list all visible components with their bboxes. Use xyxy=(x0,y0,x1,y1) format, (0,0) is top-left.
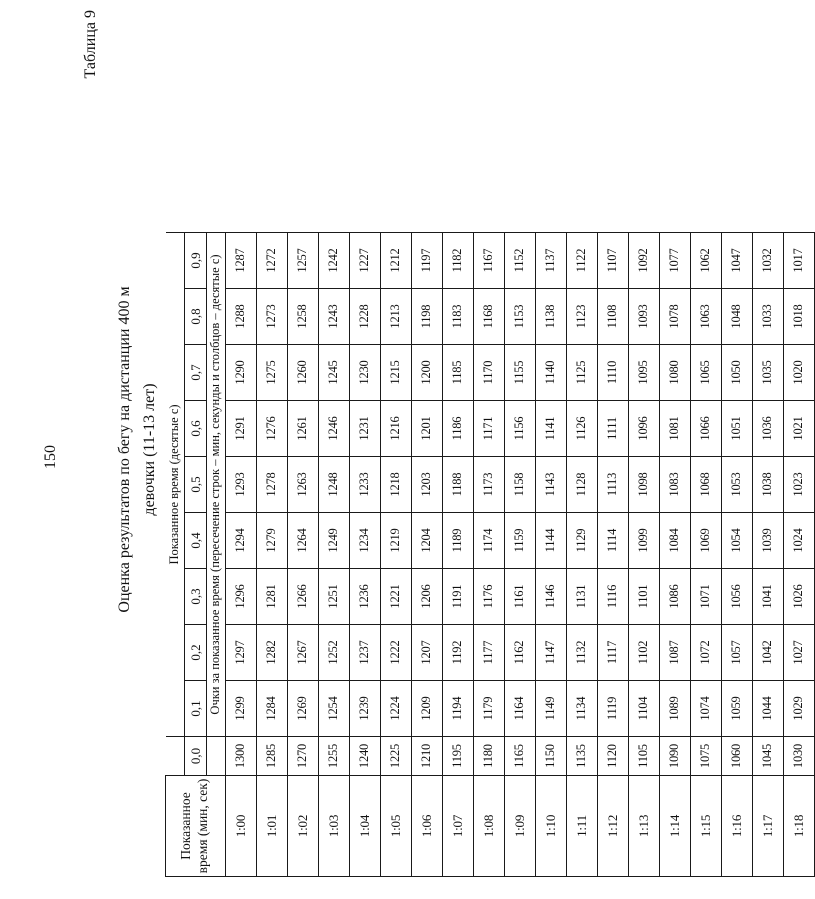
points-cell: 1050 xyxy=(721,345,752,401)
points-cell: 1255 xyxy=(318,737,349,776)
time-cell: 1:08 xyxy=(473,776,504,877)
points-cell: 1176 xyxy=(473,569,504,625)
points-cell: 1062 xyxy=(690,233,721,289)
points-cell: 1228 xyxy=(349,289,380,345)
points-cell: 1275 xyxy=(256,345,287,401)
points-cell: 1143 xyxy=(535,457,566,513)
table-row xyxy=(783,233,814,877)
points-cell: 1269 xyxy=(287,681,318,737)
points-cell: 1081 xyxy=(659,401,690,457)
points-cell: 1209 xyxy=(411,681,442,737)
points-cell: 1296 xyxy=(225,569,256,625)
points-cell: 1125 xyxy=(566,345,597,401)
points-cell: 1122 xyxy=(566,233,597,289)
points-cell: 1089 xyxy=(659,681,690,737)
points-cell: 1264 xyxy=(287,513,318,569)
table-row xyxy=(535,233,566,877)
points-cell: 1113 xyxy=(597,457,628,513)
time-cell: 1:06 xyxy=(411,776,442,877)
points-cell: 1200 xyxy=(411,345,442,401)
points-cell: 1179 xyxy=(473,681,504,737)
points-cell: 1102 xyxy=(628,625,659,681)
points-cell: 1183 xyxy=(442,289,473,345)
points-cell: 1077 xyxy=(659,233,690,289)
points-cell: 1272 xyxy=(256,233,287,289)
points-cell: 1036 xyxy=(752,401,783,457)
points-cell: 1138 xyxy=(535,289,566,345)
points-cell: 1092 xyxy=(628,233,659,289)
points-note: Очки за показанное время (пересечение строк – мин, секунды и столбцов – десятые с) xyxy=(206,233,225,737)
points-cell: 1039 xyxy=(752,513,783,569)
points-cell: 1254 xyxy=(318,681,349,737)
points-cell: 1146 xyxy=(535,569,566,625)
points-cell: 1285 xyxy=(256,737,287,776)
table-row xyxy=(380,233,411,877)
points-cell: 1267 xyxy=(287,625,318,681)
points-cell: 1287 xyxy=(225,233,256,289)
points-cell: 1090 xyxy=(659,737,690,776)
points-cell: 1288 xyxy=(225,289,256,345)
time-cell: 1:10 xyxy=(535,776,566,877)
points-cell: 1236 xyxy=(349,569,380,625)
points-cell: 1060 xyxy=(721,737,752,776)
points-cell: 1059 xyxy=(721,681,752,737)
points-cell: 1252 xyxy=(318,625,349,681)
tenths-column-header: 0,5 xyxy=(184,457,206,513)
points-cell: 1098 xyxy=(628,457,659,513)
points-cell: 1299 xyxy=(225,681,256,737)
time-cell: 1:05 xyxy=(380,776,411,877)
points-cell: 1018 xyxy=(783,289,814,345)
points-cell: 1119 xyxy=(597,681,628,737)
points-cell: 1023 xyxy=(783,457,814,513)
points-cell: 1203 xyxy=(411,457,442,513)
table-row xyxy=(690,233,721,877)
points-cell: 1042 xyxy=(752,625,783,681)
table-body xyxy=(225,233,814,877)
points-cell: 1095 xyxy=(628,345,659,401)
points-cell: 1048 xyxy=(721,289,752,345)
points-cell: 1191 xyxy=(442,569,473,625)
points-cell: 1053 xyxy=(721,457,752,513)
table-row xyxy=(318,233,349,877)
points-cell: 1251 xyxy=(318,569,349,625)
tenths-header: Показанное время (десятые с) xyxy=(166,233,185,737)
points-cell: 1186 xyxy=(442,401,473,457)
points-cell: 1162 xyxy=(504,625,535,681)
points-cell: 1245 xyxy=(318,345,349,401)
points-cell: 1159 xyxy=(504,513,535,569)
points-cell: 1161 xyxy=(504,569,535,625)
points-cell: 1293 xyxy=(225,457,256,513)
tenths-column-header: 0,7 xyxy=(184,345,206,401)
points-cell: 1270 xyxy=(287,737,318,776)
tenths-column-header: 0,3 xyxy=(184,569,206,625)
points-cell: 1120 xyxy=(597,737,628,776)
points-cell: 1273 xyxy=(256,289,287,345)
points-cell: 1230 xyxy=(349,345,380,401)
points-cell: 1221 xyxy=(380,569,411,625)
points-cell: 1117 xyxy=(597,625,628,681)
table-row xyxy=(504,233,535,877)
points-cell: 1071 xyxy=(690,569,721,625)
points-cell: 1021 xyxy=(783,401,814,457)
tenths-column-header: 0,2 xyxy=(184,625,206,681)
points-cell: 1210 xyxy=(411,737,442,776)
points-cell: 1212 xyxy=(380,233,411,289)
score-table xyxy=(165,232,815,877)
points-cell: 1057 xyxy=(721,625,752,681)
points-cell: 1215 xyxy=(380,345,411,401)
points-cell: 1222 xyxy=(380,625,411,681)
points-cell: 1204 xyxy=(411,513,442,569)
points-cell: 1225 xyxy=(380,737,411,776)
points-cell: 1233 xyxy=(349,457,380,513)
points-cell: 1074 xyxy=(690,681,721,737)
table-row xyxy=(349,233,380,877)
points-cell: 1149 xyxy=(535,681,566,737)
table-subtitle: девочки (11-13 лет) xyxy=(141,383,158,516)
points-cell: 1197 xyxy=(411,233,442,289)
points-cell: 1281 xyxy=(256,569,287,625)
points-cell: 1167 xyxy=(473,233,504,289)
points-cell: 1260 xyxy=(287,345,318,401)
tenths-column-header: 0,8 xyxy=(184,289,206,345)
points-cell: 1086 xyxy=(659,569,690,625)
time-cell: 1:11 xyxy=(566,776,597,877)
table-label: Таблица 9 xyxy=(82,10,99,79)
points-cell: 1123 xyxy=(566,289,597,345)
points-cell: 1144 xyxy=(535,513,566,569)
points-cell: 1075 xyxy=(690,737,721,776)
points-cell: 1207 xyxy=(411,625,442,681)
points-cell: 1201 xyxy=(411,401,442,457)
points-cell: 1243 xyxy=(318,289,349,345)
points-cell: 1182 xyxy=(442,233,473,289)
tenths-column-header: 0,9 xyxy=(184,233,206,289)
points-cell: 1276 xyxy=(256,401,287,457)
points-cell: 1128 xyxy=(566,457,597,513)
header-spacer xyxy=(166,737,185,776)
table-row xyxy=(721,233,752,877)
points-cell: 1240 xyxy=(349,737,380,776)
points-cell: 1249 xyxy=(318,513,349,569)
points-cell: 1132 xyxy=(566,625,597,681)
points-cell: 1248 xyxy=(318,457,349,513)
points-cell: 1054 xyxy=(721,513,752,569)
time-cell: 1:04 xyxy=(349,776,380,877)
points-cell: 1135 xyxy=(566,737,597,776)
points-cell: 1257 xyxy=(287,233,318,289)
points-cell: 1216 xyxy=(380,401,411,457)
points-cell: 1104 xyxy=(628,681,659,737)
points-cell: 1194 xyxy=(442,681,473,737)
time-cell: 1:18 xyxy=(783,776,814,877)
time-cell: 1:12 xyxy=(597,776,628,877)
points-cell: 1153 xyxy=(504,289,535,345)
points-cell: 1246 xyxy=(318,401,349,457)
points-cell: 1024 xyxy=(783,513,814,569)
points-cell: 1206 xyxy=(411,569,442,625)
points-cell: 1020 xyxy=(783,345,814,401)
points-cell: 1110 xyxy=(597,345,628,401)
points-cell: 1033 xyxy=(752,289,783,345)
time-column-header: Показанное время (мин, сек) xyxy=(166,776,226,877)
time-cell: 1:16 xyxy=(721,776,752,877)
points-cell: 1231 xyxy=(349,401,380,457)
points-cell: 1101 xyxy=(628,569,659,625)
points-cell: 1137 xyxy=(535,233,566,289)
table-row xyxy=(411,233,442,877)
points-cell: 1116 xyxy=(597,569,628,625)
points-cell: 1114 xyxy=(597,513,628,569)
points-cell: 1165 xyxy=(504,737,535,776)
points-cell: 1177 xyxy=(473,625,504,681)
table-row xyxy=(473,233,504,877)
table-row xyxy=(256,233,287,877)
time-cell: 1:00 xyxy=(225,776,256,877)
time-cell: 1:17 xyxy=(752,776,783,877)
points-cell: 1291 xyxy=(225,401,256,457)
points-cell: 1294 xyxy=(225,513,256,569)
points-cell: 1213 xyxy=(380,289,411,345)
time-cell: 1:01 xyxy=(256,776,287,877)
points-cell: 1219 xyxy=(380,513,411,569)
points-cell: 1242 xyxy=(318,233,349,289)
points-cell: 1045 xyxy=(752,737,783,776)
table-row xyxy=(566,233,597,877)
time-cell: 1:03 xyxy=(318,776,349,877)
points-cell: 1105 xyxy=(628,737,659,776)
points-cell: 1038 xyxy=(752,457,783,513)
points-cell: 1278 xyxy=(256,457,287,513)
points-cell: 1029 xyxy=(783,681,814,737)
table-row xyxy=(287,233,318,877)
points-cell: 1108 xyxy=(597,289,628,345)
points-cell: 1168 xyxy=(473,289,504,345)
points-cell: 1087 xyxy=(659,625,690,681)
points-cell: 1150 xyxy=(535,737,566,776)
points-cell: 1284 xyxy=(256,681,287,737)
points-cell: 1171 xyxy=(473,401,504,457)
points-cell: 1134 xyxy=(566,681,597,737)
table-row xyxy=(659,233,690,877)
tenths-column-header: 0,1 xyxy=(184,681,206,737)
points-cell: 1099 xyxy=(628,513,659,569)
points-cell: 1096 xyxy=(628,401,659,457)
points-cell: 1224 xyxy=(380,681,411,737)
time-cell: 1:13 xyxy=(628,776,659,877)
points-cell: 1185 xyxy=(442,345,473,401)
tenths-column-header: 0,0 xyxy=(184,737,206,776)
time-cell: 1:09 xyxy=(504,776,535,877)
points-cell: 1126 xyxy=(566,401,597,457)
points-cell: 1027 xyxy=(783,625,814,681)
time-cell: 1:02 xyxy=(287,776,318,877)
table-row xyxy=(225,233,256,877)
table-row xyxy=(442,233,473,877)
points-cell: 1188 xyxy=(442,457,473,513)
points-cell: 1192 xyxy=(442,625,473,681)
table-row xyxy=(597,233,628,877)
points-cell: 1173 xyxy=(473,457,504,513)
points-cell: 1093 xyxy=(628,289,659,345)
points-cell: 1068 xyxy=(690,457,721,513)
points-cell: 1069 xyxy=(690,513,721,569)
points-cell: 1282 xyxy=(256,625,287,681)
header-spacer xyxy=(206,737,225,776)
points-cell: 1017 xyxy=(783,233,814,289)
points-cell: 1263 xyxy=(287,457,318,513)
points-cell: 1131 xyxy=(566,569,597,625)
points-cell: 1051 xyxy=(721,401,752,457)
points-cell: 1065 xyxy=(690,345,721,401)
table-row xyxy=(752,233,783,877)
points-cell: 1047 xyxy=(721,233,752,289)
points-cell: 1083 xyxy=(659,457,690,513)
points-cell: 1180 xyxy=(473,737,504,776)
table-title: Оценка результатов по бегу на дистанции 400 м xyxy=(116,286,133,613)
points-cell: 1140 xyxy=(535,345,566,401)
points-cell: 1155 xyxy=(504,345,535,401)
points-cell: 1290 xyxy=(225,345,256,401)
time-cell: 1:15 xyxy=(690,776,721,877)
points-cell: 1072 xyxy=(690,625,721,681)
points-cell: 1107 xyxy=(597,233,628,289)
points-cell: 1026 xyxy=(783,569,814,625)
points-cell: 1239 xyxy=(349,681,380,737)
points-cell: 1170 xyxy=(473,345,504,401)
points-cell: 1164 xyxy=(504,681,535,737)
points-cell: 1141 xyxy=(535,401,566,457)
points-cell: 1227 xyxy=(349,233,380,289)
points-cell: 1111 xyxy=(597,401,628,457)
points-cell: 1174 xyxy=(473,513,504,569)
page-number: 150 xyxy=(42,445,59,469)
points-cell: 1080 xyxy=(659,345,690,401)
points-cell: 1189 xyxy=(442,513,473,569)
points-cell: 1198 xyxy=(411,289,442,345)
points-cell: 1066 xyxy=(690,401,721,457)
tenths-column-header: 0,4 xyxy=(184,513,206,569)
points-cell: 1218 xyxy=(380,457,411,513)
points-cell: 1032 xyxy=(752,233,783,289)
points-cell: 1237 xyxy=(349,625,380,681)
points-cell: 1147 xyxy=(535,625,566,681)
points-cell: 1300 xyxy=(225,737,256,776)
points-cell: 1056 xyxy=(721,569,752,625)
points-cell: 1158 xyxy=(504,457,535,513)
points-cell: 1261 xyxy=(287,401,318,457)
points-cell: 1035 xyxy=(752,345,783,401)
points-cell: 1084 xyxy=(659,513,690,569)
points-cell: 1195 xyxy=(442,737,473,776)
points-cell: 1041 xyxy=(752,569,783,625)
time-cell: 1:07 xyxy=(442,776,473,877)
points-cell: 1030 xyxy=(783,737,814,776)
points-cell: 1156 xyxy=(504,401,535,457)
points-cell: 1044 xyxy=(752,681,783,737)
points-cell: 1258 xyxy=(287,289,318,345)
points-cell: 1078 xyxy=(659,289,690,345)
tenths-column-header: 0,6 xyxy=(184,401,206,457)
points-cell: 1279 xyxy=(256,513,287,569)
points-cell: 1234 xyxy=(349,513,380,569)
points-cell: 1129 xyxy=(566,513,597,569)
table-row xyxy=(628,233,659,877)
points-cell: 1152 xyxy=(504,233,535,289)
points-cell: 1063 xyxy=(690,289,721,345)
time-cell: 1:14 xyxy=(659,776,690,877)
points-cell: 1297 xyxy=(225,625,256,681)
points-cell: 1266 xyxy=(287,569,318,625)
